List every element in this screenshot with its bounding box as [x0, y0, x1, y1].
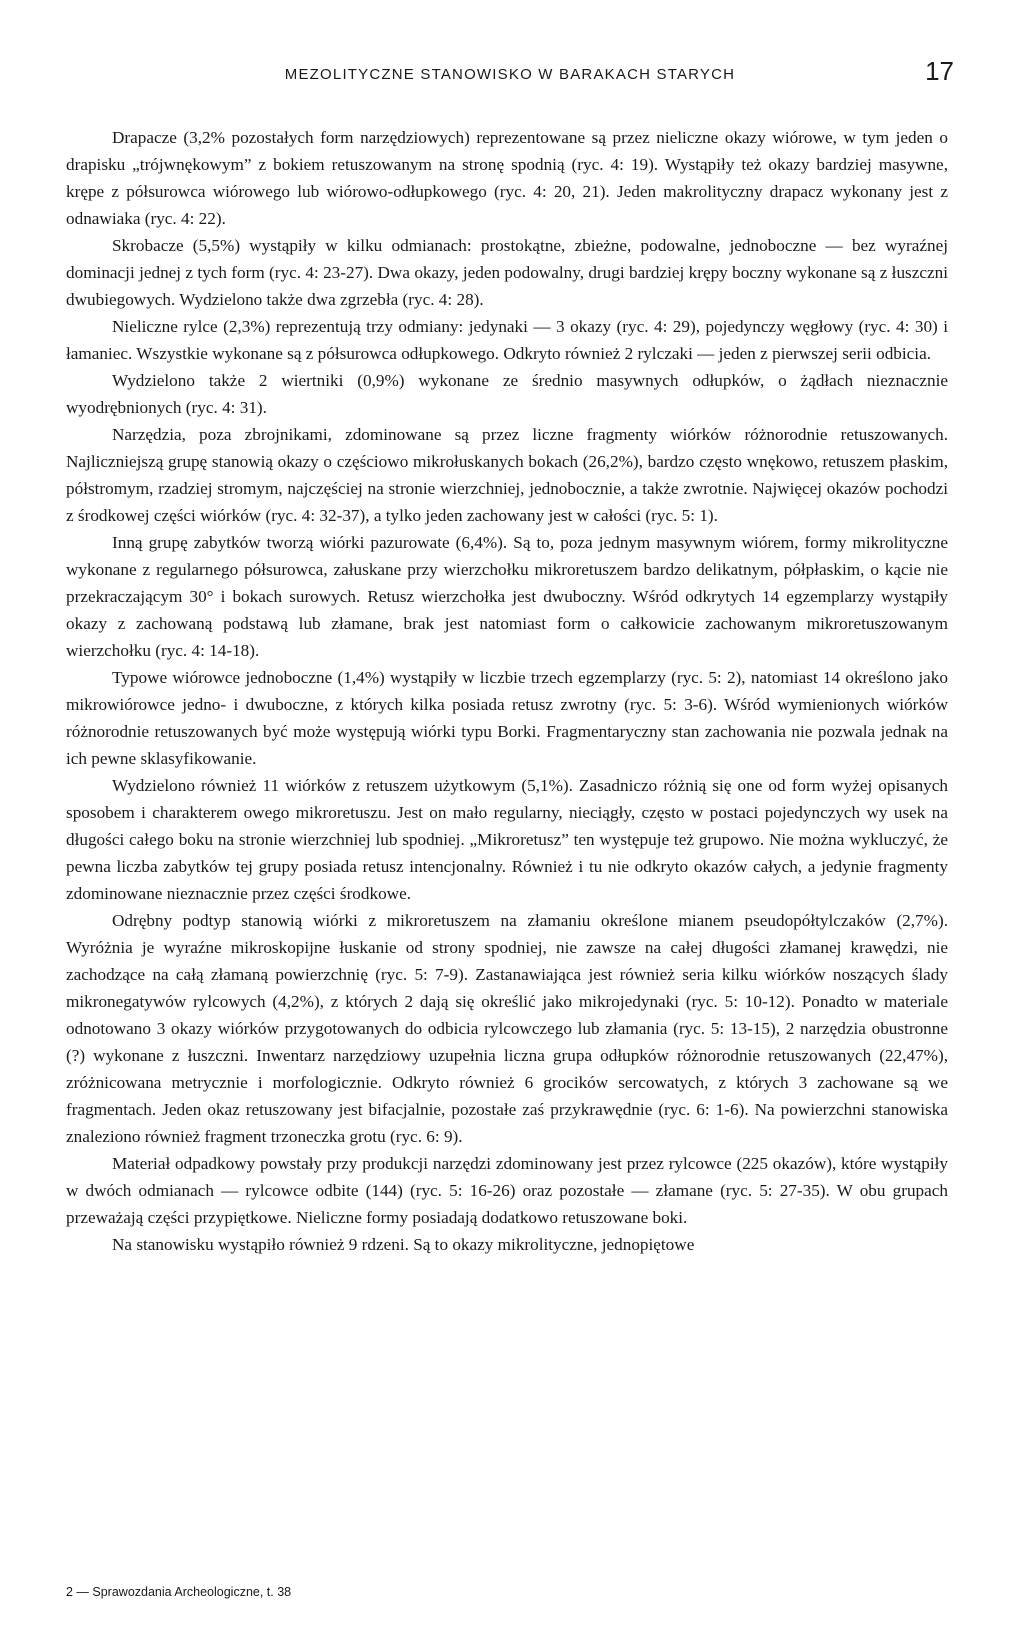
paragraph-pseudopoltylczaki: Odrębny podtyp stanowią wiórki z mikroretuszem na złamaniu określone mianem pseudopółtylczaków (2,7%). Wyróżnia je wyraźne mikroskopijne łuskanie od strony spodniej, nie zawsze na całej długości złamanej krawędzi, nie zachodzące na całą złamaną powierzchnię (ryc. 5: 7-9). Zastanawiająca jest również seria kilku wiórków noszących ślady mikronegatywów rylcowych (4,2%), z których 2 dają się określić jako mikrojedynaki (ryc. 5: 10-12). Ponadto w materiale odnotowano 3 okazy wiórków przygotowanych do odbicia rylcowczego lub złamania (ryc. 5: 13-15), 2 narzędzia obustronne (?) wykonane z łuszczni. Inwentarz narzędziowy uzupełnia liczna grupa odłupków różnorodnie retuszowanych (22,47%), zróżnicowana metrycznie i morfologicznie. Odkryto również 6 grocików sercowatych, z których 3 zachowane są we fragmentach. Jeden okaz retuszowany jest bifacjalnie, pozostałe zaś przykrawędnie (ryc. 6: 1-6). Na powierzchni stanowiska znaleziono również fragment trzoneczka grotu (ryc. 6: 9). [66, 911, 948, 1146]
body-text [66, 124, 948, 1258]
paragraph-skrobacze: Skrobacze (5,5%) wystąpiły w kilku odmianach: prostokątne, zbieżne, podowalne, jednoboczne — bez wyraźnej dominacji jednej z tych form (ryc. 4: 23-27). Dwa okazy, jeden podowalny, drugi bardziej krępy boczny wykonane są z łuszczni dwubiegowych. Wydzielono także dwa zgrzebła (ryc. 4: 28). [66, 236, 948, 309]
running-head: MEZOLITYCZNE STANOWISKO W BARAKACH STARYCH [284, 66, 736, 83]
footer-signature: 2 — Sprawozdania Archeologiczne, t. 38 [66, 1585, 292, 1599]
paragraph-wiorki-retuszowane: Narzędzia, poza zbrojnikami, zdominowane są przez liczne fragmenty wiórków różnorodnie retuszowanych. Najliczniejszą grupę stanowią okazy o częściowo mikrołuskanych bokach (26,2%), bardzo często wnękowo, retuszem płaskim, półstromym, rzadziej stromym, najczęściej na stronie wierzchniej, jednobocznie, a także zwrotnie. Najwięcej okazów pochodzi z środkowej części wiórków (ryc. 4: 32-37), a tylko jeden zachowany jest w całości (ryc. 5: 1). [66, 425, 948, 525]
paragraph-rylce: Nieliczne rylce (2,3%) reprezentują trzy odmiany: jedynaki — 3 okazy (ryc. 4: 29), pojedynczy węgłowy (ryc. 4: 30) i łamaniec. Wszystkie wykonane są z półsurowca odłupkowego. Odkryto również 2 rylczaki — jeden z pierwszej serii odbicia. [66, 317, 948, 363]
paragraph-drapacze: Drapacze (3,2% pozostałych form narzędziowych) reprezentowane są przez nieliczne okazy wiórowe, w tym jeden o drapisku „trójwnękowym” z bokiem retuszowanym na stronę spodnią (ryc. 4: 19). Wystąpiły też okazy bardziej masywne, krępe z półsurowca wiórowego lub wiórowo-odłupkowego (ryc. 4: 20, 21). Jeden makrolityczny drapacz wykonany jest z odnawiaka (ryc. 4: 22). [66, 128, 948, 228]
paragraph-wiertniki: Wydzielono także 2 wiertniki (0,9%) wykonane ze średnio masywnych odłupków, o żądłach nieznacznie wyodrębnionych (ryc. 4: 31). [66, 371, 948, 417]
paragraph-wiorki-pazurowate: Inną grupę zabytków tworzą wiórki pazurowate (6,4%). Są to, poza jednym masywnym wiórem, formy mikrolityczne wykonane z regularnego półsurowca, załuskane przy wierzchołku mikroretuszem bardzo delikatnym, półpłaskim, o kącie nie przekraczającym 30° i bokach surowych. Retusz wierzchołka jest dwuboczny. Wśród odkrytych 14 egzemplarzy wystąpiły okazy z zachowaną podstawą lub złamane, brak jest natomiast form o całkowicie zachowanym mikroretuszowanym wierzchołku (ryc. 4: 14-18). [66, 533, 948, 660]
paragraph-rdzenie: Na stanowisku wystąpiło również 9 rdzeni. Są to okazy mikrolityczne, jednopiętowe [112, 1235, 695, 1254]
page-number: 17 [925, 56, 954, 86]
paragraph-retusz-uzytkowy: Wydzielono również 11 wiórków z retuszem użytkowym (5,1%). Zasadniczo różnią się one od form wyżej opisanych sposobem i charakterem owego mikroretuszu. Jest on mało regularny, nieciągły, często w postaci pojedynczych wy usek na długości całego boku na stronie wierzchniej lub spodniej. „Mikroretusz” ten występuje też grupowo. Nie można wykluczyć, że pewna liczba zabytków tej grupy posiada retusz intencjonalny. Również i tu nie odkryto okazów całych, a jedynie fragmenty zdominowane nieznacznie przez części środkowe. [66, 776, 948, 903]
page-header [66, 56, 954, 90]
paragraph-material-odpadkowy: Materiał odpadkowy powstały przy produkcji narzędzi zdominowany jest przez rylcowce (225 okazów), które wystąpiły w dwóch odmianach — rylcowce odbite (144) (ryc. 5: 16-26) oraz pozostałe — złamane (ryc. 5: 27-35). W obu grupach przeważają części przypiętkowe. Nieliczne formy posiadają dodatkowo retuszowane boki. [66, 1154, 948, 1227]
paragraph-wiorowce: Typowe wiórowce jednoboczne (1,4%) wystąpiły w liczbie trzech egzemplarzy (ryc. 5: 2), natomiast 14 określono jako mikrowiórowce jedno- i dwuboczne, z których kilka posiada retusz zwrotny (ryc. 5: 3-6). Wśród wymienionych wiórków różnorodnie retuszowanych być może występują wiórki typu Borki. Fragmentaryczny stan zachowania nie pozwala jednak na ich pewne sklasyfikowanie. [66, 668, 948, 768]
